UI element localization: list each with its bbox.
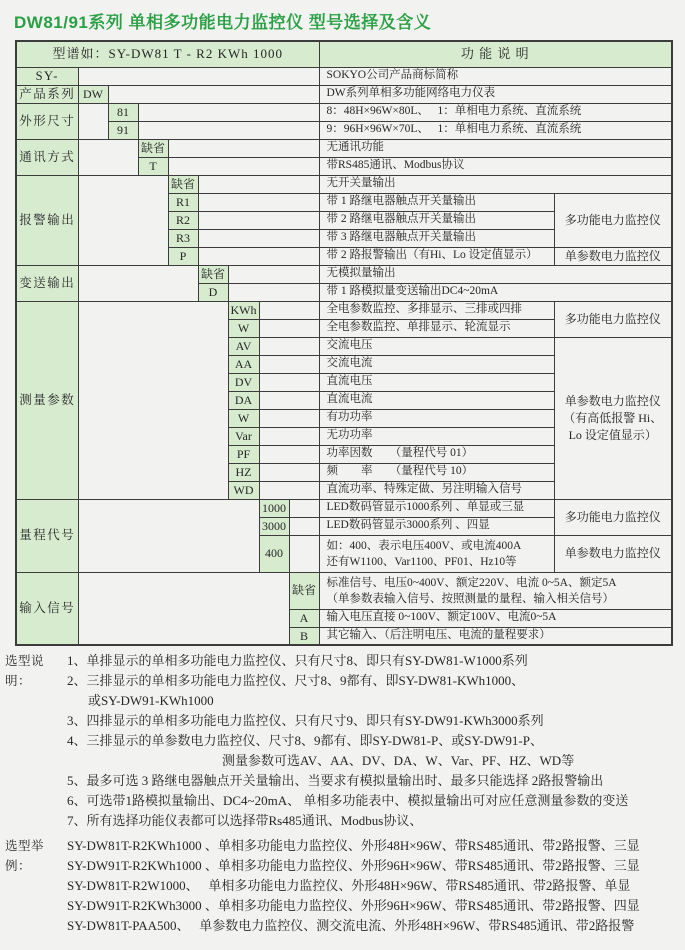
text-line: SY-DW81T-R2KWh1000 、单相多功能电力监控仪、外形48H×96W、带RS485通讯、带2路报警、三显 <box>67 838 640 853</box>
selection-notes <box>5 651 685 831</box>
code-p: P <box>168 247 198 265</box>
spacer-cell <box>259 409 319 427</box>
spacer-cell <box>78 175 168 265</box>
spacer-cell <box>108 85 319 103</box>
spacer-cell <box>259 319 319 337</box>
spacer-cell <box>138 121 319 139</box>
page-title: DW81/91系列 单相多功能电力监控仪 型号选择及含义 <box>14 13 432 32</box>
desc-cell: 全电参数监控、多排显示、三排或四排 <box>319 301 554 319</box>
spacer-cell <box>78 139 138 175</box>
desc-cell: 其它输入、（后注明电压、电流的量程要求） <box>319 627 672 645</box>
desc-cell: 无模拟量输出 <box>319 265 672 283</box>
text-line: SY-DW81T-PAA500、 单参数电力监控仪、测交流电流、外形48H×96W、带RS485通讯、带2路报警 <box>67 918 635 933</box>
code-400: 400 <box>259 535 289 572</box>
code-transmit-default: 缺省 <box>198 265 228 283</box>
spacer-cell <box>259 355 319 373</box>
spacer-cell <box>259 373 319 391</box>
desc-cell: 带 3 路继电器触点开关量输出 <box>319 229 554 247</box>
section-label-alarm-output: 报警输出 <box>16 175 78 265</box>
note-single-param-alarm: 单参数电力监控仪 （有高低报警 Hi、 Lo 设定值显示） <box>554 337 672 499</box>
desc-cell: 功率因数 （量程代号 01） <box>319 445 554 463</box>
code-w: W <box>228 409 259 427</box>
desc-cell: 带RS485通讯、Modbus协议 <box>319 157 672 175</box>
spacer-cell <box>78 103 108 139</box>
spacer-cell <box>168 157 319 175</box>
code-r1: R1 <box>168 193 198 211</box>
code-a: A <box>289 609 319 627</box>
text-line: SY-DW91T-R2KWh1000 、单相多功能电力监控仪、外形96H×96W、带RS485通讯、带2路报警、三显 <box>67 858 640 873</box>
header-function-description: 功 能 说 明 <box>319 41 672 67</box>
code-da: DA <box>228 391 259 409</box>
note-single-param-meter: 单参数电力监控仪 <box>554 535 672 572</box>
desc-cell: 带 1 路模拟量变送输出DC4~20mA <box>319 283 672 301</box>
spacer-cell <box>289 535 319 572</box>
code-comm-default: 缺省 <box>138 139 168 157</box>
note-multifunction-meter: 多功能电力监控仪 <box>554 301 672 337</box>
section-label-communication: 通讯方式 <box>16 139 78 175</box>
desc-cell: DW系列单相多功能网络电力仪表 <box>319 85 672 103</box>
desc-cell: 如：400、表示电压400V、或电流400A 还有W1100、Var1100、PF01、Hz10等 <box>319 535 554 572</box>
code-dw: DW <box>78 85 108 103</box>
code-b: B <box>289 627 319 645</box>
desc-cell: 交流电压 <box>319 337 554 355</box>
table-body <box>16 41 672 645</box>
desc-cell: LED数码管显示3000系列 、四显 <box>319 517 554 535</box>
model-selection-table <box>15 40 673 646</box>
section-label-input-signal: 输入信号 <box>16 572 78 645</box>
section-label-dimensions: 外形尺寸 <box>16 103 78 139</box>
code-pf: PF <box>228 445 259 463</box>
spacer-cell <box>259 463 319 481</box>
section-label-product-series: 产品系列 <box>16 85 78 103</box>
desc-cell: 有功功率 <box>319 409 554 427</box>
spacer-cell <box>78 265 198 301</box>
code-91: 91 <box>108 121 138 139</box>
code-r2: R2 <box>168 211 198 229</box>
desc-cell: 8：48H×96W×80L、 1：单相电力系统、直流系统 <box>319 103 672 121</box>
note-single-param-meter: 单参数电力监控仪 <box>554 247 672 265</box>
spacer-cell <box>228 283 319 301</box>
text-line: 3、四排显示的单相多功能电力监控仪、只有尺寸9、即只有SY-DW91-KWh3000系列 <box>67 713 544 728</box>
spacer-cell <box>259 445 319 463</box>
catalog-page <box>0 8 685 936</box>
desc-cell: 频 率 （量程代号 10） <box>319 463 554 481</box>
text-line: 测量参数可选AV、AA、DV、DA、W、Var、PF、HZ、WD等 <box>222 753 575 768</box>
code-81: 81 <box>108 103 138 121</box>
text-line: SY-DW91T-R2KWh3000 、单相多功能电力监控仪、外形96H×96W、带RS485通讯、带2路报警、四显 <box>67 898 640 913</box>
spacer-cell <box>78 499 259 572</box>
spacer-cell <box>228 265 319 283</box>
code-3000: 3000 <box>259 517 289 535</box>
code-kwh: KWh <box>228 301 259 319</box>
text-line: 7、所有选择功能仪表都可以选择带Rs485通讯、Modbus协议、 <box>67 813 423 828</box>
code-aa: AA <box>228 355 259 373</box>
desc-cell: 标准信号、电压0~400V、额定220V、电流 0~5A、额定5A （单参数表输入信号、按照测量的量程、输入相关信号） <box>319 572 672 609</box>
spacer-cell <box>198 175 319 193</box>
text-line: 4、三排显示的单参数电力监控仪、尺寸8、9都有、即SY-DW81-P、或SY-DW91-P、 <box>67 733 543 748</box>
spacer-cell <box>259 301 319 319</box>
section-label-brand-prefix: SY- <box>16 67 78 85</box>
code-input-default: 缺省 <box>289 572 319 609</box>
code-alarm-default: 缺省 <box>168 175 198 193</box>
section-label-range-code: 量程代号 <box>16 499 78 572</box>
desc-cell: 直流电流 <box>319 391 554 409</box>
desc-cell: 带 2 路继电器触点开关量输出 <box>319 211 554 229</box>
note-multifunction-meter: 多功能电力监控仪 <box>554 193 672 247</box>
header-model-spectrum: 型谱如：SY-DW81 T - R2 KWh 1000 <box>16 41 319 67</box>
examples-label: 选型举例： <box>5 839 45 873</box>
desc-cell: 直流电压 <box>319 373 554 391</box>
code-var: Var <box>228 427 259 445</box>
spacer-cell <box>78 301 228 499</box>
spacer-cell <box>259 337 319 355</box>
text-line: SY-DW81T-R2W1000、 单相多功能电力监控仪、外形48H×96W、带RS485通讯、带2路报警、单显 <box>67 878 631 893</box>
spacer-cell <box>78 67 319 85</box>
code-dv: DV <box>228 373 259 391</box>
desc-cell: SOKYO公司产品商标简称 <box>319 67 672 85</box>
text-line: 2、三排显示的单相多功能电力监控仪、尺寸8、9都有、即SY-DW81-KWh1000、 <box>67 673 525 688</box>
desc-cell: 无通讯功能 <box>319 139 672 157</box>
spacer-cell <box>259 391 319 409</box>
desc-cell: 带 2 路报警输出（有Hi、Lo 设定值显示） <box>319 247 554 265</box>
code-t: T <box>138 157 168 175</box>
desc-cell: LED数码管显示1000系列 、单显或三显 <box>319 499 554 517</box>
section-label-measured-params: 测量参数 <box>16 301 78 499</box>
text-line: 或SY-DW91-KWh1000 <box>88 693 214 708</box>
spacer-cell <box>259 427 319 445</box>
code-av: AV <box>228 337 259 355</box>
desc-cell: 带 1 路继电器触点开关量输出 <box>319 193 554 211</box>
section-label-transmit-output: 变送输出 <box>16 265 78 301</box>
code-hz: HZ <box>228 463 259 481</box>
spacer-cell <box>78 572 289 645</box>
code-wd: WD <box>228 481 259 499</box>
desc-cell: 9：96H×96W×70L、 1：单相电力系统、直流系统 <box>319 121 672 139</box>
spacer-cell <box>138 103 319 121</box>
code-w-full: W <box>228 319 259 337</box>
spacer-cell <box>198 247 319 265</box>
spacer-cell <box>289 499 319 517</box>
desc-cell: 直流功率、特殊定做、另注明输入信号 <box>319 481 554 499</box>
selection-examples-lines <box>67 836 685 936</box>
spacer-cell <box>168 139 319 157</box>
notes-label: 选型说明： <box>5 654 45 688</box>
text-line: 1、单排显示的单相多功能电力监控仪、只有尺寸8、即只有SY-DW81-W1000系列 <box>67 653 528 668</box>
desc-cell: 全电参数监控、单排显示、轮流显示 <box>319 319 554 337</box>
spacer-cell <box>198 229 319 247</box>
desc-cell: 无功功率 <box>319 427 554 445</box>
code-d: D <box>198 283 228 301</box>
selection-examples <box>5 836 685 936</box>
note-multifunction-meter: 多功能电力监控仪 <box>554 499 672 535</box>
code-1000: 1000 <box>259 499 289 517</box>
selection-notes-lines <box>67 651 685 831</box>
spacer-cell <box>198 211 319 229</box>
desc-cell: 输入电压直接 0~100V、额定100V、电流0~5A <box>319 609 672 627</box>
code-r3: R3 <box>168 229 198 247</box>
text-line: 5、最多可选 3 路继电器触点开关量输出、当要求有模拟量输出时、最多只能选择 2路报警输出 <box>67 773 604 788</box>
spacer-cell <box>289 517 319 535</box>
spacer-cell <box>259 481 319 499</box>
desc-cell: 无开关量输出 <box>319 175 672 193</box>
text-line: 6、可选带1路模拟量输出、DC4~20mA、 单相多功能表中、模拟量输出可对应任意测量参数的变送 <box>67 793 629 808</box>
desc-cell: 交流电流 <box>319 355 554 373</box>
spacer-cell <box>198 193 319 211</box>
